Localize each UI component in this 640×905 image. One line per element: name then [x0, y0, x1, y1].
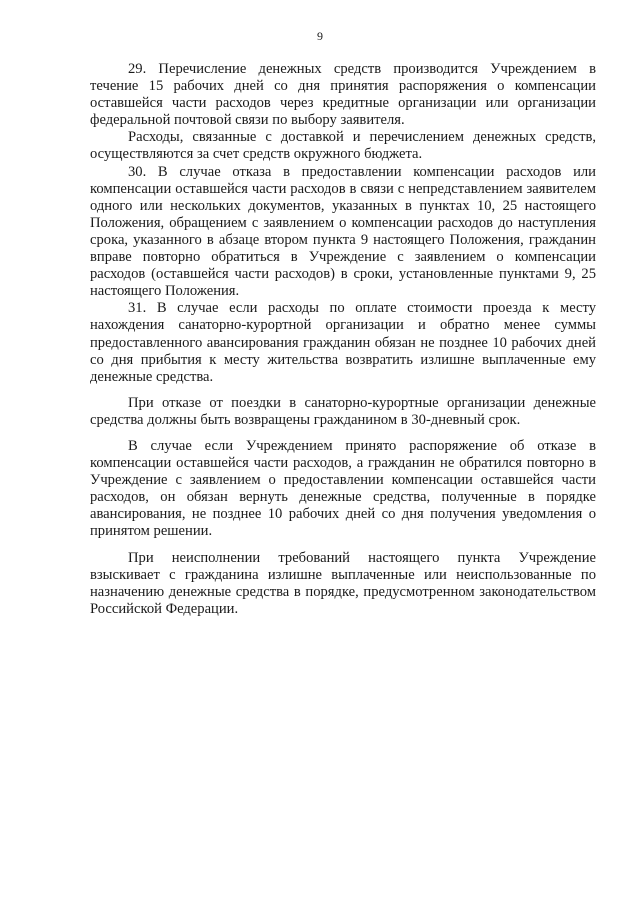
paragraph-31-enforcement: При неисполнении требований настоящего пункта Учреждение взыскивает с гражданина излишне выплаченные или неиспользованные по назначению денежные средства в порядке, предусмотренном законодательством Российской Федерации.	[90, 549, 596, 617]
paragraph-31-compensation-refusal: В случае если Учреждением принято распоряжение об отказе в компенсации оставшейся части расходов, а гражданин не обратился повторно в Учреждение с заявлением о предоставлении компенсации оставшейся части расходов, он обязан вернуть денежные средства, полученные в порядке авансирования, не позднее 10 рабочих дней со дня получения уведомления о принятом решении.	[90, 437, 596, 540]
page-number: 9	[317, 29, 323, 43]
paragraph-30: 30. В случае отказа в предоставлении компенсации расходов или компенсации оставшейся части расходов в связи с непредставлением заявителем одного или нескольких документов, указанных в пунктах 10, 25 настоящего Положения, обращением с заявлением о компенсации расходов до наступления срока, указанного в абзаце втором пункта 9 настоящего Положения, гражданин вправе повторно обратиться в Учреждение с заявлением о компенсации расходов (оставшейся части расходов) в сроки, установленные пунктами 9, 25 настоящего Положения.	[90, 163, 596, 300]
paragraph-29-expenses: Расходы, связанные с доставкой и перечислением денежных средств, осуществляются за счет средств окружного бюджета.	[90, 129, 596, 163]
document-body	[90, 61, 596, 618]
paragraph-31: 31. В случае если расходы по оплате стоимости проезда к месту нахождения санаторно-курортной организации и обратно менее суммы предоставленного авансирования гражданин обязан не позднее 10 рабочих дней со дня прибытия к месту жительства возвратить излишне выплаченные ему денежные средства.	[90, 300, 596, 385]
paragraph-31-trip-refusal: При отказе от поездки в санаторно-курортные организации денежные средства должны быть возвращены гражданином в 30-дневный срок.	[90, 394, 596, 428]
paragraph-29: 29. Перечисление денежных средств производится Учреждением в течение 15 рабочих дней со дня принятия распоряжения о компенсации оставшейся части расходов через кредитные организации или организации федеральной почтовой связи по выбору заявителя.	[90, 61, 596, 129]
